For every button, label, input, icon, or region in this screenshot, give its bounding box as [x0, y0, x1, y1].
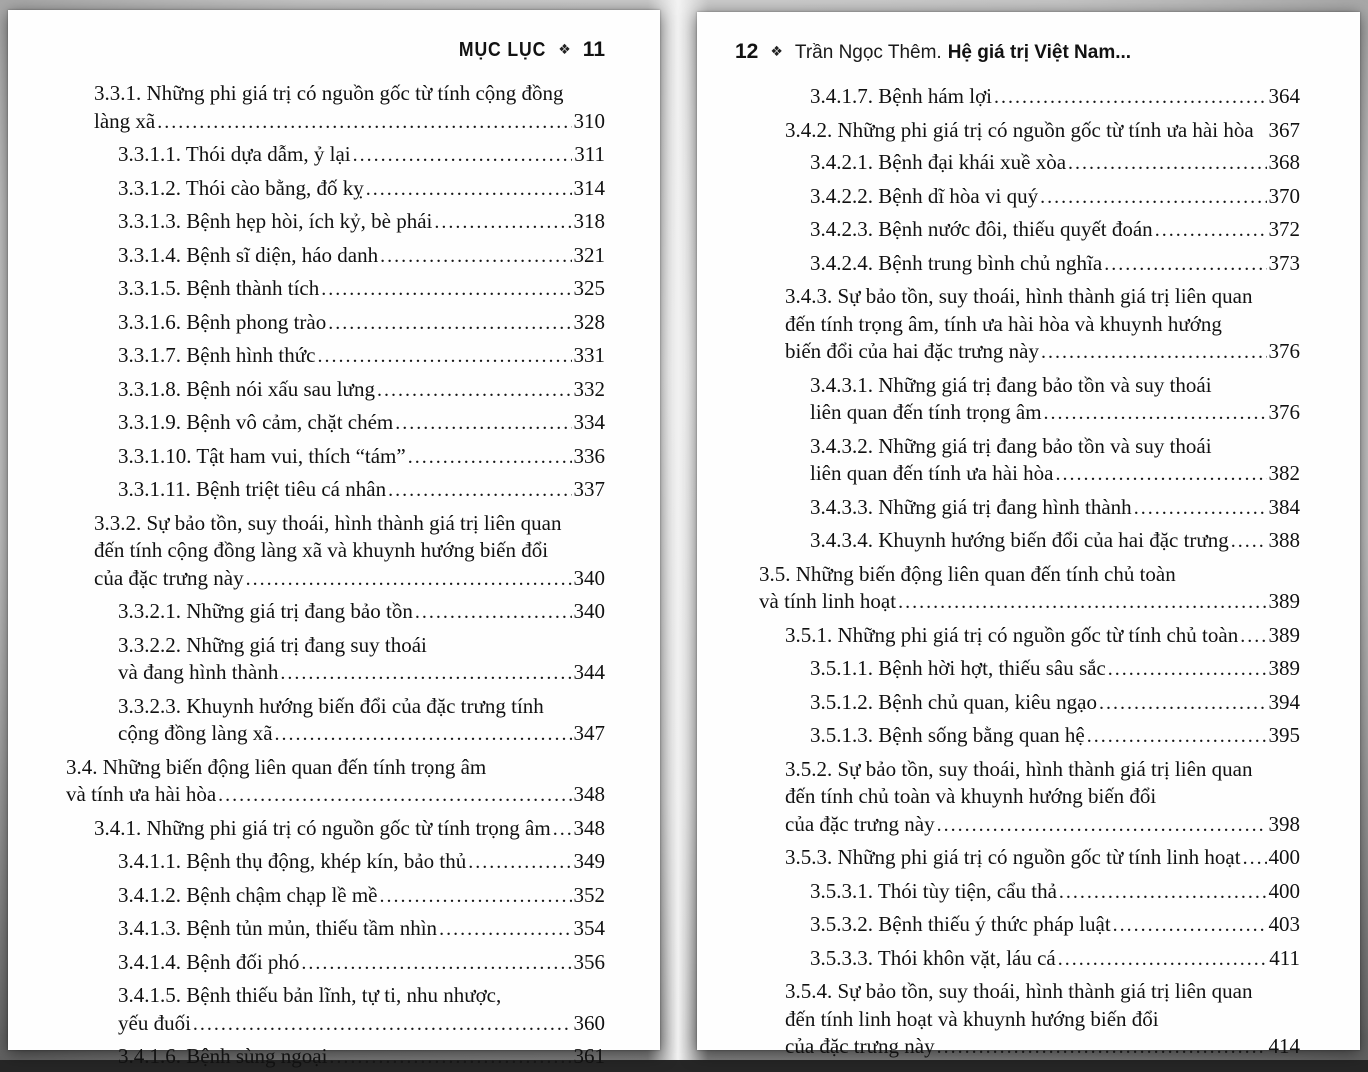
toc-entry-page-number: 321 [573, 242, 605, 267]
dot-leader [1231, 527, 1267, 556]
toc-entry [8, 376, 605, 405]
dot-leader [553, 815, 572, 844]
toc-entry-line-last [785, 844, 1300, 873]
toc-entry-line [118, 693, 605, 721]
toc-entry-text: liên quan đến tính trọng âm [810, 400, 1042, 424]
toc-entry-line-last [810, 689, 1300, 718]
toc-entry-line-last [94, 108, 605, 137]
dot-leader [157, 108, 571, 137]
toc-entry-line [94, 510, 605, 538]
toc-entry-page-number: 325 [573, 276, 605, 300]
dot-leader [280, 659, 571, 688]
toc-entry-text: 3.3.1. Những phi giá trị có nguồn gốc từ tính cộng đồng [94, 81, 564, 105]
dot-leader [468, 848, 571, 877]
dot-leader [380, 242, 571, 271]
toc-entry-page-number: 318 [573, 209, 605, 233]
toc-entry-page-number: 360 [573, 1010, 605, 1035]
toc-entry-line-last [118, 476, 605, 505]
toc-entry-text: 3.3.2.3. Khuynh hướng biến đổi của đặc trưng tính [118, 693, 544, 718]
dot-leader [246, 565, 572, 594]
dot-leader [1134, 494, 1267, 523]
toc-entry-page-number: 373 [1268, 250, 1300, 275]
toc-entry [8, 1043, 605, 1072]
toc-entry [697, 622, 1300, 651]
dot-leader [1058, 945, 1268, 974]
toc-entry-page-number: 340 [573, 565, 605, 590]
toc-entry-page-number: 400 [1268, 845, 1300, 869]
toc-entry-text: 3.5.3.2. Bệnh thiếu ý thức pháp luật [810, 912, 1111, 936]
toc-entry-text: và tính ưa hài hòa [66, 782, 217, 806]
toc-entry [8, 208, 605, 237]
toc-entry-line-last [118, 659, 605, 688]
toc-entry [697, 911, 1300, 940]
toc-entry-line-last [810, 460, 1300, 489]
toc-entry [697, 878, 1300, 907]
toc-entry [8, 275, 605, 304]
toc-entry-line-last [810, 399, 1300, 428]
toc-entry [8, 915, 605, 944]
toc-entry-text: 3.3.2.2. Những giá trị đang suy thoái [118, 632, 427, 657]
toc-entry-page-number: 382 [1268, 461, 1300, 485]
toc-entry-line-last [810, 722, 1300, 751]
toc-entry-page-number: 370 [1268, 183, 1300, 208]
toc-entry-line-last [810, 149, 1300, 178]
toc-entry-text: 3.4.1.4. Bệnh đối phó [118, 949, 300, 974]
toc-entry [697, 83, 1300, 112]
author-name: Trần Ngọc Thêm. [794, 42, 942, 63]
dot-leader [1044, 399, 1267, 428]
toc-entry [697, 978, 1300, 1062]
toc-entry-line-last [810, 655, 1300, 684]
toc-entry-line [759, 561, 1300, 589]
toc-entry-line-last [810, 494, 1300, 523]
toc-entry-text: 3.5.2. Sự bảo tồn, suy thoái, hình thành giá trị liên quan [785, 756, 1253, 781]
toc-entry-page-number: 328 [573, 309, 605, 334]
toc-entry-page-number: 347 [573, 721, 605, 745]
toc-entry-line-last [118, 275, 605, 304]
toc-entry-line-last [118, 882, 605, 911]
toc-entry-page-number: 389 [1268, 656, 1300, 680]
toc-entry-page-number: 344 [573, 660, 605, 684]
toc-entry [697, 756, 1300, 840]
dot-leader [1240, 622, 1266, 651]
toc-entry-page-number: 340 [573, 599, 605, 623]
toc-entry [8, 409, 605, 438]
toc-entry-line-last [785, 117, 1300, 145]
toc-entry-page-number: 395 [1268, 723, 1300, 747]
toc-entry-page-number: 411 [1269, 945, 1300, 970]
toc-entry-page-number: 376 [1268, 400, 1300, 424]
toc-entry-text: 3.5.1. Những phi giá trị có nguồn gốc từ tính chủ toàn [785, 622, 1239, 647]
dot-leader [1108, 655, 1267, 684]
toc-entry [8, 882, 605, 911]
dot-leader [193, 1010, 572, 1039]
toc-entry [697, 250, 1300, 279]
dot-leader [1055, 460, 1266, 489]
toc-entry-text: và tính linh hoạt [759, 589, 897, 613]
dot-leader [388, 476, 571, 505]
toc-entry-text: 3.3.1.8. Bệnh nói xấu sau lưng [118, 376, 375, 401]
toc-entry-line [118, 632, 605, 660]
toc-entry-text: 3.4.2.1. Bệnh đại khái xuề xòa [810, 150, 1067, 174]
toc-entry-text: 3.4. Những biến động liên quan đến tính trọng âm [66, 754, 487, 779]
toc-entry [8, 693, 605, 749]
toc-entry [697, 655, 1300, 684]
dot-leader [408, 443, 572, 472]
dot-leader [366, 175, 572, 204]
toc-entry-text: 3.5.1.3. Bệnh sống bằng quan hệ [810, 723, 1085, 747]
left-running-header [8, 10, 660, 62]
toc-entry-page-number: 348 [573, 782, 605, 806]
toc-entry-text: đến tính cộng đồng làng xã và khuynh hướng biến đổi [94, 538, 549, 562]
toc-entry-text: 3.3.1.3. Bệnh hẹp hòi, ích kỷ, bè phái [118, 209, 433, 233]
toc-entry [697, 283, 1300, 367]
toc-entry-line [785, 283, 1300, 311]
toc-entry [697, 722, 1300, 751]
toc-entry-text: 3.4.2. Những phi giá trị có nguồn gốc từ tính ưa hài hòa [785, 117, 1254, 142]
dot-leader [434, 208, 571, 237]
toc-entry-page-number: 331 [573, 343, 605, 367]
toc-entry-page-number: 367 [1268, 117, 1300, 142]
toc-entry [697, 216, 1300, 245]
toc-entry-line-last [118, 443, 605, 472]
dot-leader [937, 811, 1267, 840]
toc-entry-text: 3.4.3.3. Những giá trị đang hình thành [810, 494, 1132, 519]
toc-entry [8, 309, 605, 338]
toc-entry-text: 3.3.1.11. Bệnh triệt tiêu cá nhân [118, 477, 387, 501]
toc-entry [697, 527, 1300, 556]
toc-entry-text: cộng đồng làng xã [118, 721, 273, 745]
toc-entry-line-last [118, 208, 605, 237]
toc-entry-text: 3.4.2.3. Bệnh nước đôi, thiếu quyết đoán [810, 217, 1153, 241]
toc-entry-text: 3.4.2.2. Bệnh dĩ hòa vi quý [810, 183, 1039, 208]
toc-entry-text: liên quan đến tính ưa hài hòa [810, 461, 1054, 485]
toc-entry-text: 3.4.3.4. Khuynh hướng biến đổi của hai đặc trưng [810, 528, 1229, 552]
toc-entry [8, 141, 605, 170]
dot-leader [898, 588, 1266, 617]
right-running-header [697, 12, 1360, 65]
toc-entry-text: 3.4.1.5. Bệnh thiếu bản lĩnh, tự ti, nhu nhược, [118, 983, 502, 1007]
toc-entry-text: 3.5.3.3. Thói khôn vặt, láu cá [810, 945, 1056, 970]
toc-entry-page-number: 336 [573, 443, 605, 468]
toc-entry-line [785, 1006, 1300, 1034]
toc-entry [697, 117, 1300, 145]
toc-entry [697, 494, 1300, 523]
toc-entry [8, 815, 605, 844]
toc-header-title: MỤC LỤC [458, 39, 547, 61]
toc-entry-line-last [810, 911, 1300, 940]
toc-entry [697, 372, 1300, 428]
dot-leader [1104, 250, 1266, 279]
toc-entry-line-last [118, 1043, 605, 1072]
toc-entry-line-last [94, 815, 605, 844]
diamond-ornament-icon: ❖ [558, 41, 571, 57]
toc-entry-line-last [810, 216, 1300, 245]
page-right [697, 12, 1360, 1058]
toc-entry [8, 242, 605, 271]
toc-entry-text: 3.5.1.1. Bệnh hời hợt, thiếu sâu sắc [810, 656, 1106, 680]
toc-entry-text: của đặc trưng này [94, 565, 244, 590]
toc-entry-page-number: 349 [573, 849, 605, 873]
toc-entry-page-number: 388 [1268, 528, 1300, 552]
toc-entry-text: 3.4.1.3. Bệnh tủn mủn, thiếu tầm nhìn [118, 916, 438, 940]
dot-leader [994, 83, 1266, 112]
dot-leader [937, 1033, 1267, 1062]
toc-entry-line-last [118, 409, 605, 438]
toc-entry-line-last [118, 1010, 605, 1039]
toc-entry-line [785, 756, 1300, 784]
dot-leader [1087, 722, 1267, 751]
dot-leader [415, 598, 572, 627]
toc-entry-line-last [785, 1033, 1300, 1062]
toc-entry-line-last [118, 175, 605, 204]
toc-entry-line [118, 982, 605, 1010]
dot-leader [1113, 911, 1267, 940]
toc-entry-text: 3.5. Những biến động liên quan đến tính chủ toàn [759, 561, 1176, 586]
toc-list-right [697, 83, 1360, 1062]
toc-entry-text: 3.3.1.7. Bệnh hình thức [118, 343, 316, 367]
toc-entry-text: 3.3.1.6. Bệnh phong trào [118, 309, 327, 334]
toc-entry [697, 561, 1300, 617]
toc-entry [8, 175, 605, 204]
toc-entry-line-last [118, 309, 605, 338]
toc-entry-page-number: 368 [1268, 150, 1300, 174]
toc-entry-line-last [118, 598, 605, 627]
toc-entry-line-last [810, 878, 1300, 907]
dot-leader [329, 1043, 571, 1072]
toc-entry-page-number: 376 [1268, 339, 1300, 363]
dot-leader [1041, 338, 1267, 367]
toc-entry-page-number: 389 [1268, 589, 1300, 613]
toc-entry-page-number: 352 [573, 882, 605, 907]
toc-entry-text: 3.3.1.1. Thói dựa dẫm, ỷ lại [118, 142, 351, 166]
toc-entry [697, 945, 1300, 974]
toc-entry [697, 689, 1300, 718]
toc-entry-line-last [118, 949, 605, 978]
toc-entry-page-number: 400 [1268, 878, 1300, 903]
dot-leader [1059, 878, 1267, 907]
toc-entry-page-number: 314 [573, 175, 605, 200]
toc-entry-line [94, 80, 605, 108]
toc-entry-page-number: 311 [574, 142, 605, 166]
toc-entry-page-number: 398 [1268, 811, 1300, 836]
page-left [8, 10, 660, 1068]
dot-leader [395, 409, 571, 438]
toc-entry-page-number: 414 [1268, 1034, 1300, 1058]
right-page-number: 12 [735, 40, 759, 63]
toc-entry-line-last [785, 338, 1300, 367]
toc-entry-text: 3.4.1.2. Bệnh chậm chạp lề mề [118, 882, 378, 907]
toc-entry-text: của đặc trưng này [785, 811, 935, 836]
toc-entry-page-number: 348 [573, 815, 605, 840]
toc-entry-line-last [118, 141, 605, 170]
toc-entry-text: và đang hình thành [118, 660, 279, 684]
toc-entry [8, 342, 605, 371]
toc-entry [8, 510, 605, 594]
book-title: Hệ giá trị Việt Nam... [947, 42, 1132, 63]
toc-entry-text: 3.4.3.2. Những giá trị đang bảo tồn và suy thoái [810, 433, 1212, 458]
toc-entry-page-number: 356 [573, 949, 605, 974]
toc-entry-line [810, 372, 1300, 400]
toc-entry-text: 3.4.1.6. Bệnh sùng ngoại [118, 1044, 328, 1068]
toc-entry-line-last [810, 183, 1300, 212]
toc-entry-line [785, 783, 1300, 811]
toc-entry-line-last [94, 565, 605, 594]
toc-entry-line-last [785, 622, 1300, 651]
toc-entry [8, 848, 605, 877]
toc-list-left [8, 80, 660, 1072]
toc-entry [697, 844, 1300, 873]
toc-entry-text: yếu đuối [118, 1010, 191, 1035]
toc-entry-page-number: 337 [573, 477, 605, 501]
dot-leader [1155, 216, 1267, 245]
dot-leader [1068, 149, 1266, 178]
toc-entry-page-number: 354 [573, 916, 605, 940]
toc-entry-text: 3.4.3.1. Những giá trị đang bảo tồn và suy thoái [810, 372, 1212, 397]
toc-entry-line-last [118, 376, 605, 405]
dot-leader [380, 882, 572, 911]
dot-leader [439, 915, 571, 944]
toc-entry [697, 149, 1300, 178]
toc-entry-text: 3.3.1.9. Bệnh vô cảm, chặt chém [118, 410, 394, 434]
toc-entry-line [94, 537, 605, 565]
toc-entry-line-last [118, 242, 605, 271]
toc-entry-line-last [118, 342, 605, 371]
toc-entry [8, 443, 605, 472]
toc-entry [697, 183, 1300, 212]
toc-entry-line-last [785, 811, 1300, 840]
dot-leader [353, 141, 573, 170]
toc-entry-line-last [759, 588, 1300, 617]
toc-entry-line-last [810, 527, 1300, 556]
toc-entry-page-number: 310 [573, 108, 605, 133]
toc-entry-text: biến đổi của hai đặc trưng này [785, 339, 1039, 363]
toc-entry [697, 433, 1300, 489]
toc-entry-text: 3.4.3. Sự bảo tồn, suy thoái, hình thành giá trị liên quan [785, 284, 1253, 308]
dot-leader [275, 720, 572, 749]
toc-entry-line [810, 433, 1300, 461]
toc-entry-text: đến tính trọng âm, tính ưa hài hòa và khuynh hướng [785, 311, 1222, 336]
toc-entry-text: 3.3.1.10. Tật ham vui, thích “tám” [118, 443, 406, 468]
toc-entry-text: 3.5.1.2. Bệnh chủ quan, kiêu ngạo [810, 689, 1097, 714]
toc-entry-page-number: 332 [573, 376, 605, 401]
toc-entry-text: 3.4.2.4. Bệnh trung bình chủ nghĩa [810, 250, 1103, 275]
toc-entry-text: đến tính chủ toàn và khuynh hướng biến đổi [785, 784, 1157, 808]
toc-entry [8, 80, 605, 136]
dot-leader [1040, 183, 1266, 212]
dot-leader [321, 275, 571, 304]
toc-entry-text: 3.5.3.1. Thói tùy tiện, cẩu thả [810, 878, 1057, 903]
dot-leader [1243, 844, 1267, 873]
dot-leader [317, 342, 571, 371]
toc-entry-line [785, 978, 1300, 1006]
toc-entry-line-last [66, 781, 605, 810]
toc-entry-line-last [810, 83, 1300, 112]
toc-entry-text: 3.3.1.2. Thói cào bằng, đố kỵ [118, 175, 364, 200]
toc-entry-line-last [810, 250, 1300, 279]
dot-leader [218, 781, 571, 810]
toc-entry-text: 3.5.3. Những phi giá trị có nguồn gốc từ tính linh hoạt [785, 845, 1241, 869]
toc-entry-text: 3.3.2. Sự bảo tồn, suy thoái, hình thành giá trị liên quan [94, 510, 562, 535]
toc-entry-text: 3.4.1.1. Bệnh thụ động, khép kín, bảo thủ [118, 849, 467, 873]
toc-entry [8, 754, 605, 810]
toc-entry [8, 632, 605, 688]
toc-entry [8, 949, 605, 978]
toc-entry-text: 3.4.1.7. Bệnh hám lợi [810, 84, 993, 108]
toc-entry-page-number: 384 [1268, 494, 1300, 519]
dot-leader [328, 309, 571, 338]
toc-entry-text: 3.5.4. Sự bảo tồn, suy thoái, hình thành giá trị liên quan [785, 979, 1253, 1003]
dot-leader [301, 949, 571, 978]
toc-entry-page-number: 372 [1268, 217, 1300, 241]
toc-entry-text: 3.3.1.4. Bệnh sĩ diện, háo danh [118, 242, 379, 267]
toc-entry [8, 982, 605, 1038]
toc-entry-line-last [118, 720, 605, 749]
toc-entry-line [66, 754, 605, 782]
toc-entry-text: làng xã [94, 108, 156, 133]
toc-entry-text: 3.3.2.1. Những giá trị đang bảo tồn [118, 599, 413, 623]
toc-entry-page-number: 394 [1268, 689, 1300, 714]
toc-entry [8, 476, 605, 505]
toc-entry-page-number: 403 [1268, 912, 1300, 936]
toc-entry-page-number: 334 [573, 410, 605, 434]
toc-entry-line-last [810, 945, 1300, 974]
toc-entry-text: 3.3.1.5. Bệnh thành tích [118, 276, 320, 300]
dot-leader [1099, 689, 1267, 718]
toc-entry [8, 598, 605, 627]
dot-leader [377, 376, 572, 405]
toc-entry-line-last [118, 915, 605, 944]
toc-entry-page-number: 364 [1268, 84, 1300, 108]
toc-entry-line-last [118, 848, 605, 877]
toc-entry-text: của đặc trưng này [785, 1034, 935, 1058]
toc-entry-text: đến tính linh hoạt và khuynh hướng biến đổi [785, 1006, 1159, 1031]
toc-entry-page-number: 361 [573, 1044, 605, 1068]
diamond-ornament-icon: ❖ [770, 43, 783, 59]
toc-entry-line [785, 311, 1300, 339]
left-page-number: 11 [582, 38, 605, 61]
toc-entry-page-number: 389 [1268, 622, 1300, 647]
toc-entry-text: 3.4.1. Những phi giá trị có nguồn gốc từ tính trọng âm [94, 815, 551, 840]
